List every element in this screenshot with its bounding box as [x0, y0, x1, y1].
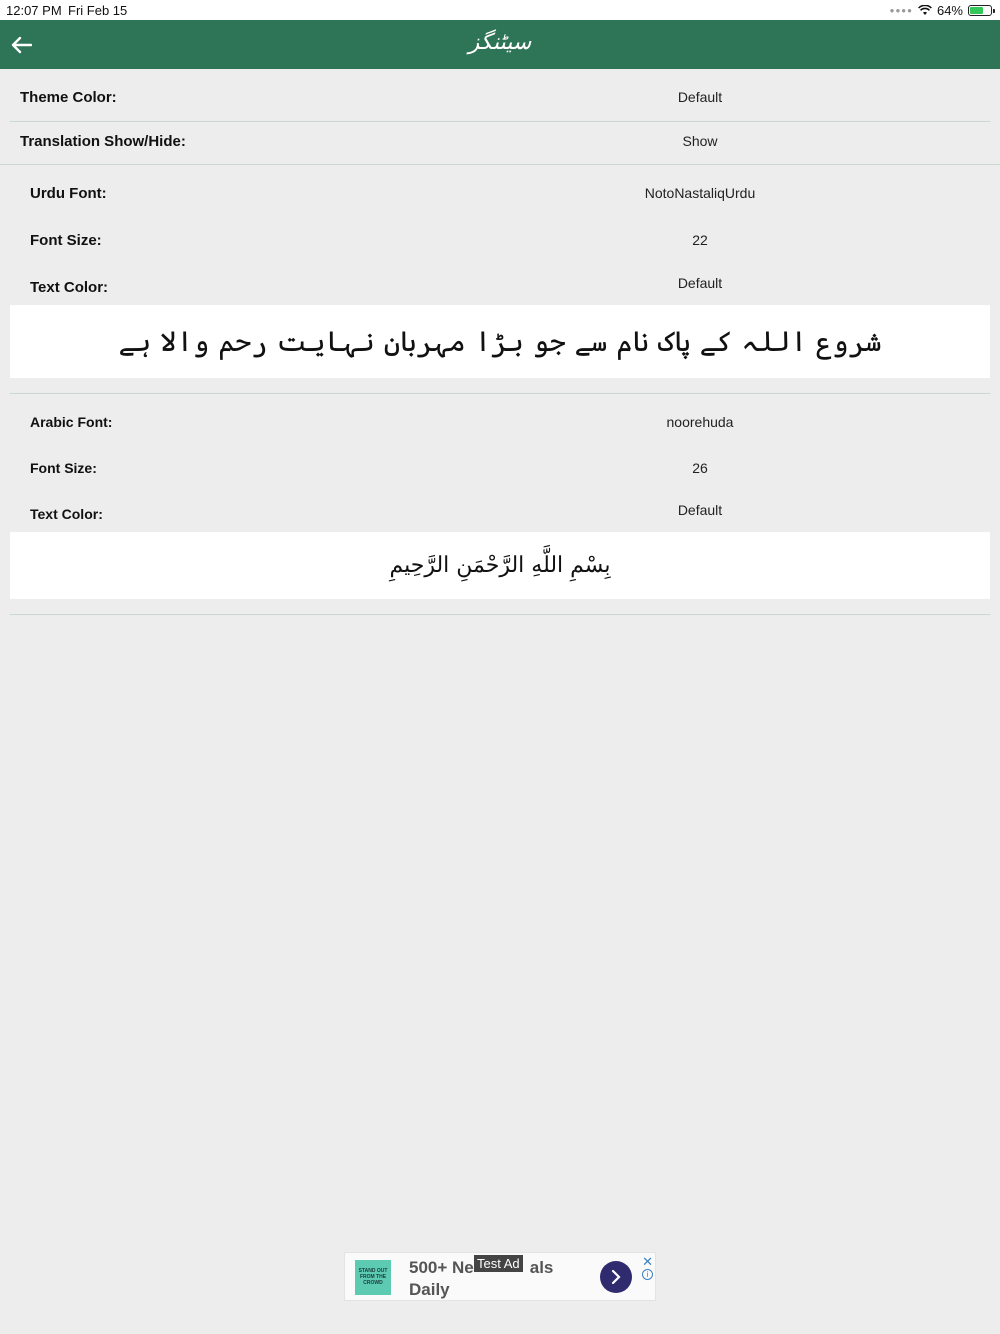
ad-info-icon[interactable]: i — [642, 1269, 653, 1280]
translation-row[interactable] — [0, 120, 1000, 162]
status-indicators — [890, 3, 992, 18]
urdu-font-row[interactable] — [0, 172, 1000, 214]
arabic-font-value[interactable]: noorehuda — [666, 414, 734, 430]
test-ad-badge: Test Ad — [474, 1255, 523, 1272]
status-bar — [0, 0, 1000, 20]
urdu-text-color-label: Text Color: — [30, 278, 109, 296]
ad-go-button[interactable] — [600, 1261, 632, 1293]
urdu-preview-text: شروع اللہ کے پاک نام سے جو بڑا مہربان نہایت رحم والا ہے — [118, 325, 882, 358]
arabic-font-size-label: Font Size: — [30, 460, 97, 476]
status-date: Fri Feb 15 — [68, 3, 128, 18]
urdu-text-color-value[interactable]: Default — [677, 275, 723, 291]
arabic-font-row[interactable] — [0, 401, 1000, 443]
chevron-right-icon — [610, 1270, 622, 1284]
urdu-preview — [10, 305, 990, 378]
translation-label: Translation Show/Hide: — [20, 132, 186, 150]
signal-icon: ●●●● — [889, 6, 913, 15]
arabic-font-size-value[interactable]: 26 — [692, 460, 708, 476]
urdu-font-size-value[interactable]: 22 — [692, 232, 708, 248]
ad-thumbnail: STAND OUT FROM THE CROWD — [355, 1260, 391, 1295]
ad-headline-part-2: Daily — [409, 1280, 450, 1299]
urdu-font-label: Urdu Font: — [30, 184, 107, 202]
divider — [10, 393, 990, 394]
urdu-text-color-row[interactable] — [0, 266, 1000, 308]
arabic-font-size-row[interactable] — [0, 447, 1000, 489]
arabic-preview — [10, 532, 990, 599]
translation-value[interactable]: Show — [682, 133, 718, 149]
arabic-text-color-label: Text Color: — [30, 506, 103, 522]
theme-color-label: Theme Color: — [20, 88, 117, 106]
nav-bar — [0, 20, 1000, 69]
battery-icon — [968, 5, 992, 16]
ad-headline-suffix: als — [529, 1258, 554, 1277]
theme-color-row[interactable] — [0, 76, 1000, 118]
urdu-font-size-label: Font Size: — [30, 231, 102, 249]
divider — [0, 164, 1000, 165]
arabic-font-label: Arabic Font: — [30, 414, 113, 430]
wifi-icon — [918, 5, 932, 16]
page-title: سیٹنگز — [468, 30, 532, 55]
urdu-font-value[interactable]: NotoNastaliqUrdu — [644, 185, 756, 201]
divider — [10, 614, 990, 615]
arabic-text-color-value[interactable]: Default — [677, 502, 723, 518]
battery-percent: 64% — [936, 3, 963, 18]
status-time: 12:07 PM — [6, 3, 62, 18]
arabic-preview-text: بِسْمِ اللَّهِ الرَّحْمَنِ الرَّحِيمِ — [389, 553, 611, 578]
urdu-font-size-row[interactable] — [0, 219, 1000, 261]
arabic-text-color-row[interactable] — [0, 493, 1000, 535]
ad-close-icon[interactable]: ✕ — [642, 1254, 653, 1269]
ad-banner[interactable] — [344, 1252, 656, 1301]
ad-headline-part-1: 500+ Ne — [409, 1258, 474, 1277]
theme-color-value[interactable]: Default — [677, 89, 723, 105]
